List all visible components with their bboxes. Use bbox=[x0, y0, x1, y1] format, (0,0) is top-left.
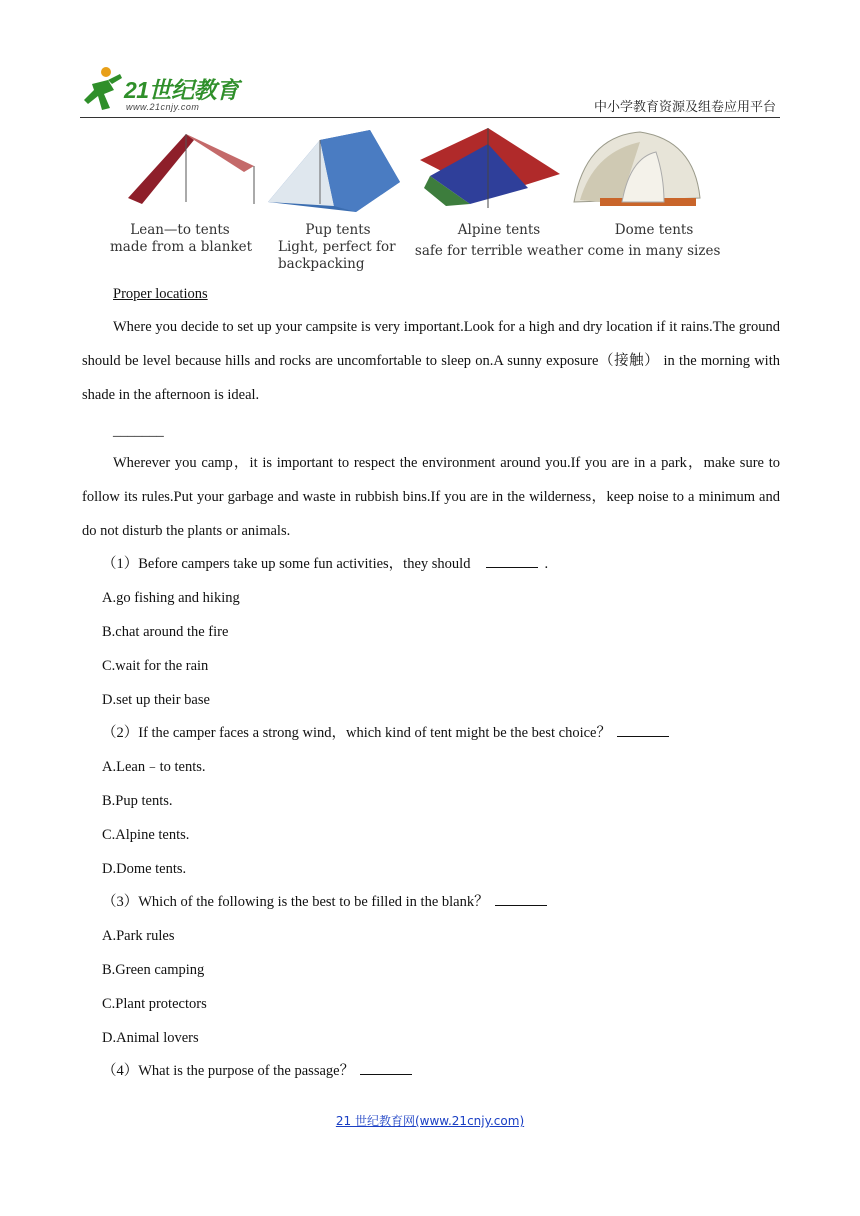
tent-desc: safe for terrible weather bbox=[414, 243, 584, 259]
tent-name: Dome tents bbox=[614, 222, 694, 238]
answer-blank bbox=[360, 1073, 412, 1075]
proper-locations-paragraph: Where you decide to set up your campsite is very important.Look for a high and dry location if it rains.The ground should be level because hills and rocks are uncomfortable to sleep on.A sunny exposure（接触） in the morning with shade in the afternoon is ideal. bbox=[82, 319, 780, 403]
footer-link[interactable]: 21 世纪教育网(www.21cnjy.com) bbox=[335, 1114, 525, 1128]
tent-desc: Light, perfect for bbox=[278, 239, 396, 255]
environment-paragraph: Wherever you camp，it is important to respect the environment around you.If you are in a park，make sure to follow its rules.Put your garbage and waste in rubbish bins.If you are in the wilderness，keep noise to a minimum and do not disturb the plants or animals. bbox=[82, 455, 780, 539]
dome-tent-image bbox=[560, 122, 710, 222]
question-stem: （4）What is the purpose of the passage？ bbox=[102, 1063, 355, 1079]
option-1d: D.set up their base bbox=[102, 692, 210, 708]
lean-to-tent-image bbox=[116, 122, 266, 212]
tent-caption-pup bbox=[278, 222, 398, 273]
answer-blank bbox=[617, 735, 669, 737]
option-2d: D.Dome tents. bbox=[102, 861, 187, 877]
logo-url: www.21cnjy.com bbox=[126, 102, 200, 112]
section-heading-proper-locations: Proper locations bbox=[113, 286, 208, 302]
question-end: . bbox=[544, 556, 549, 572]
tent-name: Lean—to tents bbox=[130, 222, 230, 238]
tent-illustrations bbox=[110, 122, 730, 272]
answer-blank bbox=[486, 566, 538, 568]
question-3 bbox=[102, 893, 553, 911]
header-divider bbox=[80, 117, 780, 118]
option-2b: B.Pup tents. bbox=[102, 793, 173, 809]
option-3c: C.Plant protectors bbox=[102, 996, 207, 1012]
question-stem: （2）If the camper faces a strong wind，which kind of tent might be the best choice？ bbox=[102, 725, 611, 741]
answer-blank bbox=[495, 904, 547, 906]
tent-desc: come in many sizes bbox=[587, 243, 721, 259]
tent-name: Alpine tents bbox=[457, 222, 541, 238]
question-4 bbox=[102, 1062, 418, 1080]
tent-desc: made from a blanket bbox=[110, 239, 253, 255]
option-2c: C.Alpine tents. bbox=[102, 827, 190, 843]
tent-caption-alpine bbox=[410, 222, 588, 260]
question-stem: （3）Which of the following is the best to be filled in the blank？ bbox=[102, 894, 489, 910]
tent-desc: backpacking bbox=[278, 256, 365, 272]
option-1c: C.wait for the rain bbox=[102, 658, 209, 674]
tent-name: Pup tents bbox=[305, 222, 371, 238]
option-1b: B.chat around the fire bbox=[102, 624, 229, 640]
site-logo bbox=[80, 64, 260, 116]
tent-caption-lean-to bbox=[110, 222, 253, 256]
option-3b: B.Green camping bbox=[102, 962, 205, 978]
question-2 bbox=[102, 724, 675, 742]
option-1a: A.go fishing and hiking bbox=[102, 590, 240, 606]
alpine-tent-image bbox=[400, 122, 570, 222]
platform-title: 中小学教育资源及组卷应用平台 bbox=[593, 100, 776, 115]
runner-logo-icon bbox=[80, 64, 124, 116]
page-header bbox=[80, 64, 780, 120]
section-heading-blank: _______ bbox=[113, 423, 164, 439]
question-1 bbox=[102, 555, 548, 573]
pup-tent-image bbox=[260, 122, 410, 222]
option-2a: A.Lean﹣to tents. bbox=[102, 759, 206, 775]
tent-caption-dome bbox=[584, 222, 724, 260]
option-3d: D.Animal lovers bbox=[102, 1030, 199, 1046]
question-stem: （1）Before campers take up some fun activities，they should bbox=[102, 556, 471, 572]
option-3a: A.Park rules bbox=[102, 928, 175, 944]
logo-text: 21世纪教育 bbox=[124, 77, 239, 103]
